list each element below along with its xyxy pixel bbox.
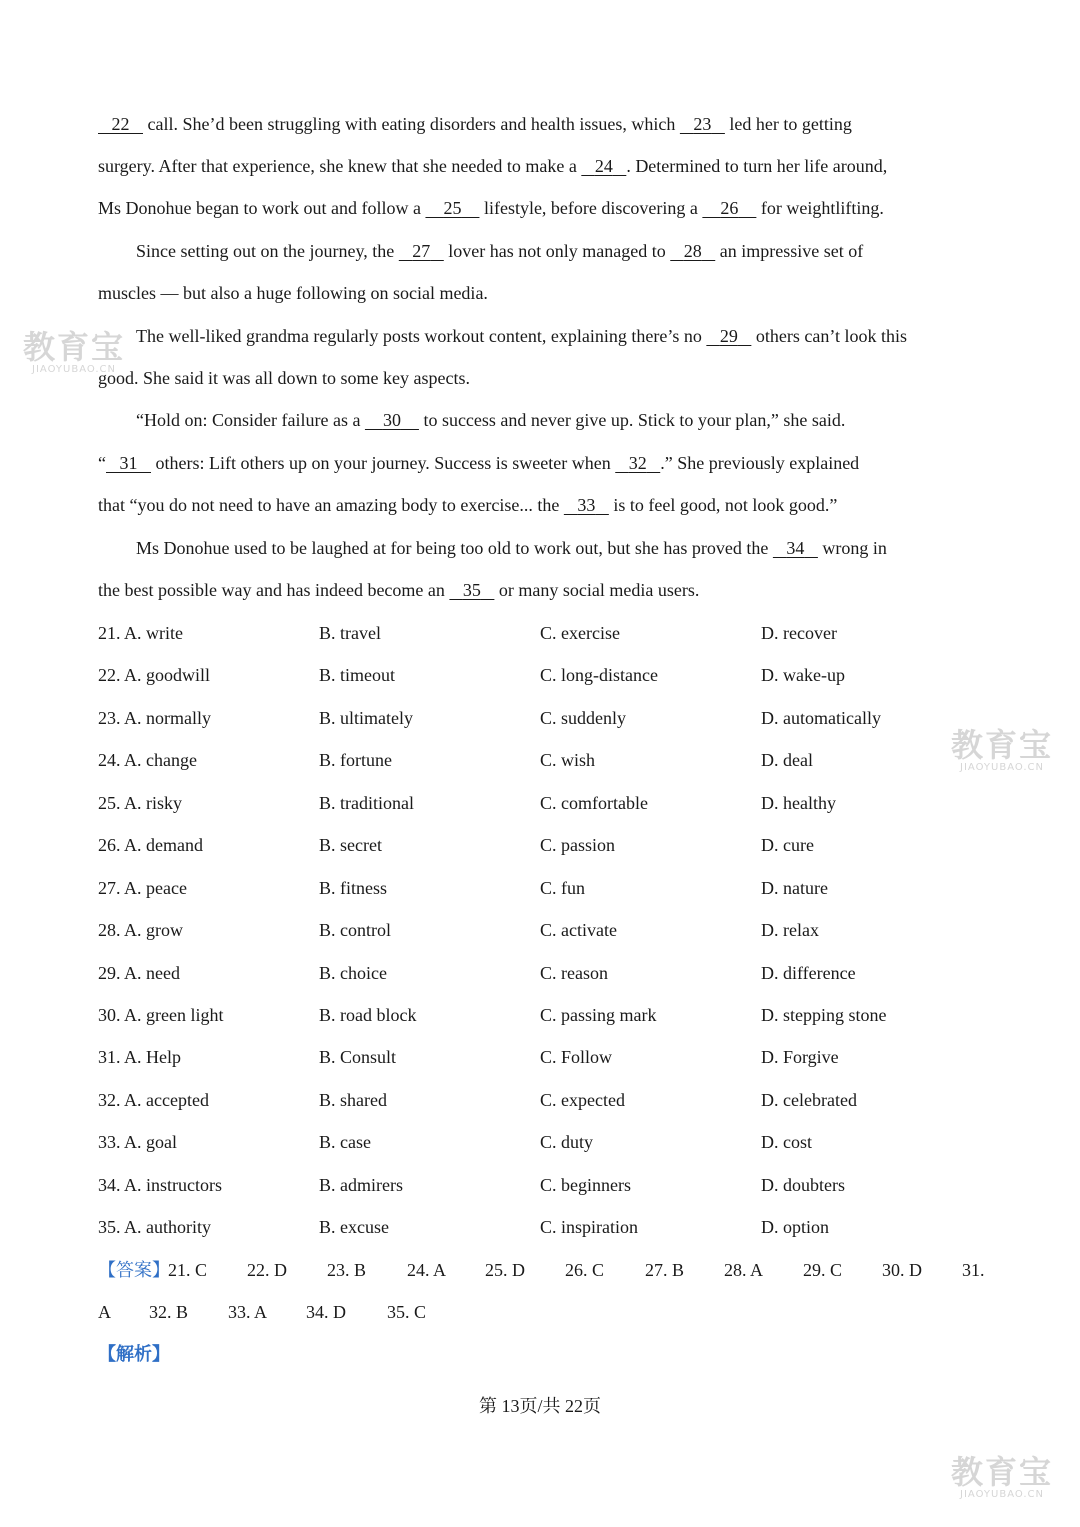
passage-line	[98, 112, 852, 136]
watermark-url: JIAOYUBAO.CN	[32, 364, 116, 375]
answer-item: 33. A	[228, 1302, 268, 1322]
passage-line	[136, 408, 845, 432]
option-a: 27. A. peace	[98, 878, 187, 898]
option-c: C. passion	[540, 835, 616, 855]
option-row-29	[98, 961, 998, 985]
passage-text: . Determined to turn her life around,	[626, 156, 888, 176]
watermark-url: JIAOYUBAO.CN	[960, 762, 1044, 773]
option-b: B. secret	[319, 835, 382, 855]
option-a: 33. A. goal	[98, 1132, 177, 1152]
option-c: C. suddenly	[540, 708, 627, 728]
answer-item: 24. A	[407, 1260, 447, 1280]
option-b: B. ultimately	[319, 708, 413, 728]
option-b: B. fitness	[319, 878, 388, 898]
passage-line	[98, 451, 859, 475]
passage-line	[136, 324, 907, 348]
option-d: D. wake-up	[761, 665, 845, 685]
answer-row	[98, 1300, 998, 1324]
answer-item: 34. D	[306, 1302, 346, 1322]
answer-item: 23. B	[327, 1260, 367, 1280]
answer-item: 22. D	[247, 1260, 287, 1280]
passage-text: to success and never give up. Stick to your plan,” she said.	[418, 410, 846, 430]
option-c: C. exercise	[540, 623, 620, 643]
answer-item: A	[98, 1302, 111, 1322]
passage-text: .” She previously explained	[660, 453, 860, 473]
passage-text: muscles — but also a huge following on social media.	[98, 283, 488, 303]
option-c: C. wish	[540, 750, 596, 770]
option-b: B. fortune	[319, 750, 392, 770]
option-c: C. long-distance	[540, 665, 658, 685]
passage-line	[98, 154, 887, 178]
passage-text: Since setting out on the journey, the	[136, 241, 399, 261]
passage-line	[98, 493, 837, 517]
option-d: D. cure	[761, 835, 814, 855]
option-c: C. Follow	[540, 1047, 613, 1067]
option-row-28	[98, 918, 998, 942]
watermark-text: 教育宝	[22, 328, 125, 366]
option-c: C. passing mark	[540, 1005, 657, 1025]
option-d: D. recover	[761, 623, 837, 643]
passage-line	[136, 239, 863, 263]
option-row-32	[98, 1088, 998, 1112]
option-a: 28. A. grow	[98, 920, 183, 940]
option-d: D. nature	[761, 878, 828, 898]
passage-text: call. She’d been struggling with eating disorders and health issues, which	[143, 114, 680, 134]
passage-text: led her to getting	[724, 114, 852, 134]
passage-text: lover has not only managed to	[443, 241, 671, 261]
option-b: B. admirers	[319, 1175, 403, 1195]
option-c: C. comfortable	[540, 793, 648, 813]
option-a: 29. A. need	[98, 963, 180, 983]
blank-35: 35	[462, 580, 481, 600]
option-b: B. excuse	[319, 1217, 389, 1237]
passage-text: or many social media users.	[494, 580, 700, 600]
option-d: D. relax	[761, 920, 819, 940]
answer-item: 21. C	[168, 1260, 208, 1280]
blank-29: 29	[719, 326, 738, 346]
passage-text: Ms Donohue began to work out and follow a	[98, 198, 426, 218]
option-a: 25. A. risky	[98, 793, 183, 813]
passage-line	[136, 536, 887, 560]
option-a: 26. A. demand	[98, 835, 203, 855]
option-b: B. shared	[319, 1090, 387, 1110]
option-b: B. traditional	[319, 793, 414, 813]
watermark-logo	[18, 330, 130, 376]
answer-item: 26. C	[565, 1260, 605, 1280]
option-row-31	[98, 1045, 998, 1069]
option-d: D. Forgive	[761, 1047, 839, 1067]
option-c: C. inspiration	[540, 1217, 638, 1237]
passage-text: “	[98, 453, 106, 473]
answer-item: 29. C	[803, 1260, 843, 1280]
passage-text: the best possible way and has indeed become an	[98, 580, 450, 600]
option-row-34	[98, 1173, 998, 1197]
option-a: 32. A. accepted	[98, 1090, 209, 1110]
option-a: 21. A. write	[98, 623, 183, 643]
option-c: C. activate	[540, 920, 617, 940]
option-b: B. timeout	[319, 665, 395, 685]
blank-26: 26	[720, 198, 739, 218]
option-row-35	[98, 1215, 998, 1239]
option-row-25	[98, 791, 998, 815]
option-c: C. expected	[540, 1090, 625, 1110]
option-c: C. reason	[540, 963, 608, 983]
answer-row	[98, 1258, 998, 1282]
option-a: 30. A. green light	[98, 1005, 224, 1025]
analysis-label: 【解析】	[98, 1344, 170, 1364]
option-b: B. case	[319, 1132, 371, 1152]
option-d: D. difference	[761, 963, 856, 983]
option-a: 24. A. change	[98, 750, 197, 770]
watermark-logo	[946, 728, 1058, 774]
answer-label: 【答案】	[98, 1260, 170, 1280]
passage-text: others can’t look this	[751, 326, 908, 346]
answer-item: 30. D	[882, 1260, 922, 1280]
option-d: D. celebrated	[761, 1090, 857, 1110]
blank-28: 28	[683, 241, 702, 261]
option-d: D. cost	[761, 1132, 812, 1152]
option-a: 35. A. authority	[98, 1217, 211, 1237]
option-row-23	[98, 706, 998, 730]
option-row-21	[98, 621, 998, 645]
option-d: D. doubters	[761, 1175, 845, 1195]
passage-line	[98, 196, 884, 220]
blank-34: 34	[786, 538, 805, 558]
option-row-26	[98, 833, 998, 857]
passage-line	[98, 366, 470, 390]
passage-text: The well-liked grandma regularly posts workout content, explaining there’s no	[136, 326, 707, 346]
passage-text: others: Lift others up on your journey. Success is sweeter when	[151, 453, 616, 473]
option-row-27	[98, 876, 998, 900]
passage-line	[98, 281, 488, 305]
passage-text: an impressive set of	[715, 241, 864, 261]
blank-25: 25	[443, 198, 462, 218]
option-a: 34. A. instructors	[98, 1175, 222, 1195]
option-b: B. road block	[319, 1005, 417, 1025]
passage-text: for weightlifting.	[756, 198, 884, 218]
answer-item: 25. D	[485, 1260, 525, 1280]
answer-item: 28. A	[724, 1260, 764, 1280]
answer-item: 31.	[962, 1260, 985, 1280]
answer-item: 32. B	[149, 1302, 189, 1322]
answer-item: 27. B	[645, 1260, 685, 1280]
blank-27: 27	[412, 241, 431, 261]
option-b: B. travel	[319, 623, 381, 643]
option-d: D. deal	[761, 750, 813, 770]
passage-text: wrong in	[817, 538, 887, 558]
option-d: D. healthy	[761, 793, 836, 813]
blank-31: 31	[119, 453, 138, 473]
option-b: B. control	[319, 920, 391, 940]
option-a: 22. A. goodwill	[98, 665, 211, 685]
option-row-22	[98, 663, 998, 687]
passage-text: surgery. After that experience, she knew that she needed to make a	[98, 156, 582, 176]
option-c: C. fun	[540, 878, 585, 898]
blank-30: 30	[382, 410, 401, 430]
option-b: B. Consult	[319, 1047, 397, 1067]
option-c: C. beginners	[540, 1175, 631, 1195]
passage-text: that “you do not need to have an amazing body to exercise... the	[98, 495, 564, 515]
passage-text: is to feel good, not look good.”	[608, 495, 838, 515]
option-c: C. duty	[540, 1132, 594, 1152]
blank-24: 24	[594, 156, 613, 176]
option-a: 23. A. normally	[98, 708, 211, 728]
option-d: D. automatically	[761, 708, 881, 728]
option-d: D. stepping stone	[761, 1005, 887, 1025]
watermark-logo	[946, 1455, 1058, 1501]
passage-line	[98, 578, 699, 602]
option-b: B. choice	[319, 963, 387, 983]
option-row-24	[98, 748, 998, 772]
answer-item: 35. C	[387, 1302, 427, 1322]
blank-22: 22	[111, 114, 130, 134]
option-row-30	[98, 1003, 998, 1027]
passage-text: lifestyle, before discovering a	[479, 198, 703, 218]
watermark-url: JIAOYUBAO.CN	[960, 1489, 1044, 1500]
page-footer: 第 13页/共 22页	[478, 1396, 601, 1416]
option-row-33	[98, 1130, 998, 1154]
option-a: 31. A. Help	[98, 1047, 181, 1067]
watermark-text: 教育宝	[950, 1453, 1053, 1491]
blank-33: 33	[577, 495, 596, 515]
passage-text: “Hold on: Consider failure as a	[136, 410, 365, 430]
passage-text: Ms Donohue used to be laughed at for being too old to work out, but she has proved the	[136, 538, 773, 558]
blank-23: 23	[693, 114, 712, 134]
passage-text: good. She said it was all down to some key aspects.	[98, 368, 470, 388]
watermark-text: 教育宝	[950, 726, 1053, 764]
option-d: D. option	[761, 1217, 830, 1237]
blank-32: 32	[628, 453, 647, 473]
